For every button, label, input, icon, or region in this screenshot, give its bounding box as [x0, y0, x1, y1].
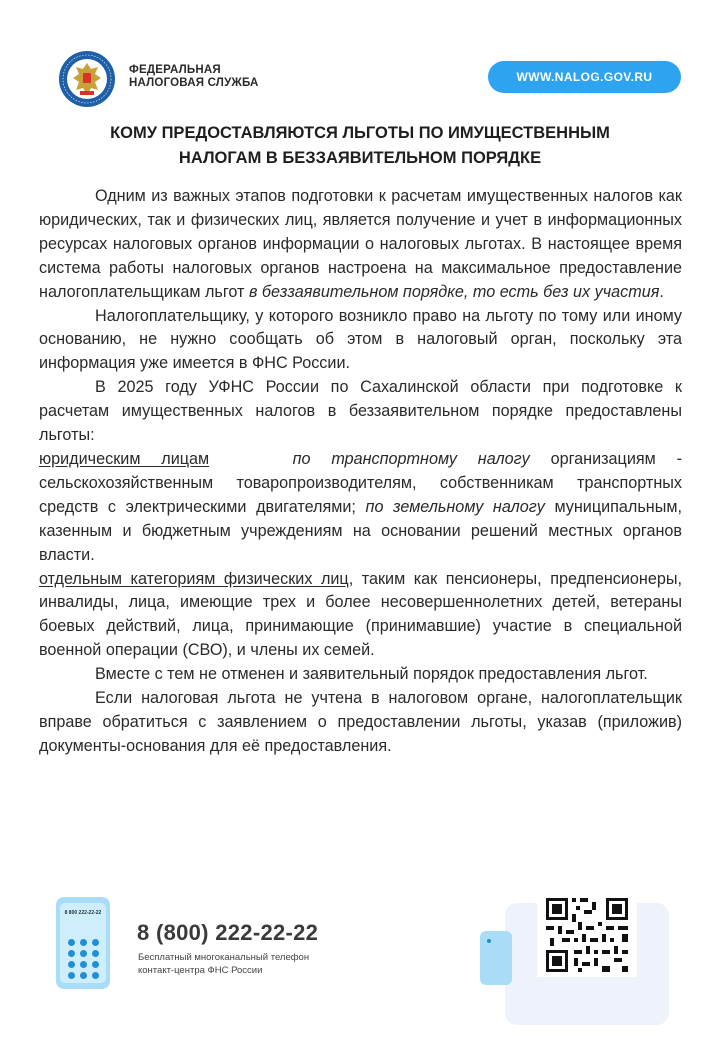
- title-line1: КОМУ ПРЕДОСТАВЛЯЮТСЯ ЛЬГОТЫ ПО ИМУЩЕСТВЕННЫМ: [110, 124, 610, 142]
- keypad-dot: [68, 950, 75, 957]
- legal-text2: муниципальным, казенным и бюджетным учреждениям на основании решений местных органов власти.: [39, 497, 683, 564]
- land-tax-label: по земельному налогу: [365, 497, 545, 516]
- header: [0, 0, 720, 110]
- legal-entities-label: юридическим лицам: [39, 449, 210, 468]
- caption-line1: Бесплатный многоканальный телефон: [138, 952, 310, 963]
- caption-line2: контакт-центра ФНС России: [138, 965, 263, 976]
- keypad-dot: [92, 939, 99, 946]
- paragraph-apply: Если налоговая льгота не учтена в налоговом органе, налогоплательщик вправе обратиться с заявлением о предоставлении льготы, указав (приложив) документы-основания для её предоставления.: [39, 689, 682, 755]
- org-name-line2: НАЛОГОВАЯ СЛУЖБА: [129, 77, 259, 89]
- title-line2: НАЛОГАМ В БЕЗЗАЯВИТЕЛЬНОМ ПОРЯДКЕ: [178, 149, 542, 167]
- phone-icon: [56, 897, 110, 989]
- keypad-dot: [80, 972, 87, 979]
- keypad-dot: [68, 972, 75, 979]
- org-name: [129, 64, 259, 90]
- article-body: [39, 185, 682, 759]
- keypad-dot: [80, 961, 87, 968]
- legal-text1: организациям - сельскохозяйственным товаропроизводителям, собственникам транспортных средств с электрическими двигателями;: [39, 449, 682, 516]
- website-link[interactable]: WWW.NALOG.GOV.RU: [488, 61, 681, 93]
- keypad-dot: [92, 950, 99, 957]
- intro-text: Одним из важных этапов подготовки к расчетам имущественных налогов как юридических, так и физических лиц, является получение и учет в информационных ресурсах налоговых органов информации о налоговых льготах. В настоящее время система работы налоговых органов настроена на максимальное предоставление налогоплательщикам льгот: [39, 187, 682, 301]
- hotline-caption: [138, 951, 309, 977]
- keypad-dot: [68, 939, 75, 946]
- keypad-dot: [92, 972, 99, 979]
- keypad-dot: [80, 950, 87, 957]
- keypad: [68, 939, 100, 979]
- keypad-dot: [92, 961, 99, 968]
- intro-italic: в беззаявительном порядке, то есть без их участия: [248, 282, 660, 301]
- fns-emblem-icon: [58, 50, 116, 108]
- paragraph-2025: В 2025 году УФНС России по Сахалинской области при подготовке к расчетам имущественных налогов в беззаявительном порядке предоставлены льготы:: [39, 378, 682, 445]
- phone-number-small: 8 800 222-22-22: [64, 910, 102, 916]
- transport-tax-label: по транспортному налогу: [292, 449, 530, 468]
- individuals-text: , таким как пенсионеры, предпенсионеры, инвалиды, лица, имеющие трех и более несовершеннолетних детей, ветераны боевых действий, лица, принимающие (принимавшие) участие в специальной военной операции (СВО), и члены их семей.: [39, 569, 682, 660]
- paragraph-legal-entities: [39, 448, 682, 568]
- hotline-phone-link[interactable]: 8 (800) 222-22-22: [137, 920, 319, 945]
- qr-code-icon[interactable]: [537, 893, 637, 977]
- org-name-line1: ФЕДЕРАЛЬНАЯ: [129, 64, 221, 76]
- paragraph-intro: [39, 185, 682, 305]
- page-title: [40, 121, 680, 171]
- keypad-dot: [80, 939, 87, 946]
- mini-phone-icon: [480, 931, 512, 985]
- intro-end: .: [659, 282, 664, 301]
- individuals-label: отдельным категориям физических лиц: [39, 569, 349, 588]
- keypad-dot: [68, 961, 75, 968]
- paragraph-declarative: Вместе с тем не отменен и заявительный порядок предоставления льгот.: [95, 665, 648, 684]
- paragraph-individuals: [39, 568, 682, 664]
- paragraph-no-notice: Налогоплательщику, у которого возникло право на льготу по тому или иному основанию, не нужно сообщать об этом в налоговый орган, поскольку эта информация уже имеется в ФНС России.: [39, 306, 682, 373]
